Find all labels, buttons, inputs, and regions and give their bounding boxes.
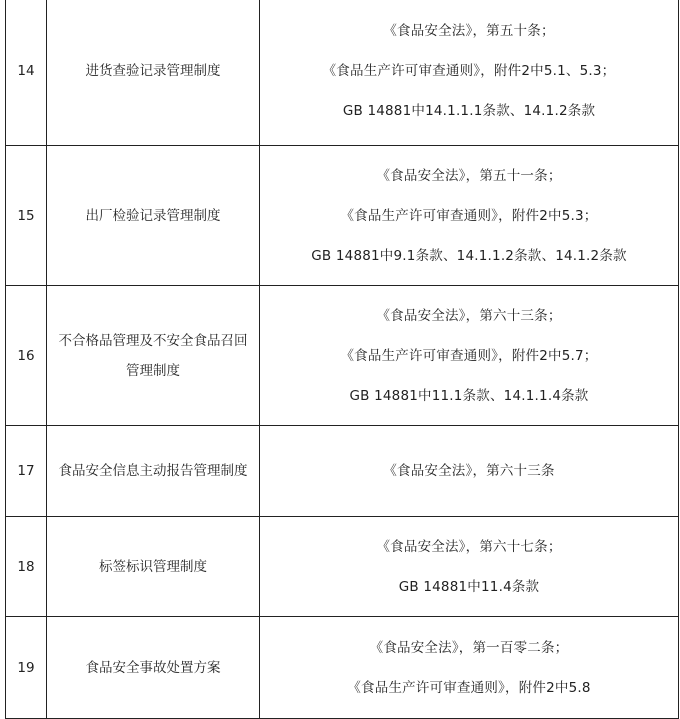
system-name-cell: [47, 146, 260, 286]
row-number: 15: [6, 146, 47, 286]
table-row: [6, 617, 679, 719]
table-row: [6, 426, 679, 517]
legal-basis-line: 《食品生产许可审查通则》，附件2中5.1、5.3；: [322, 63, 616, 79]
system-name-cell: [47, 426, 260, 517]
table-row: [6, 286, 679, 426]
legal-basis-line: 《食品安全法》，第六十七条；: [376, 538, 562, 555]
legal-basis-line: 《食品安全法》，第五十条；: [383, 23, 555, 39]
legal-basis-cell: [260, 0, 679, 146]
legal-basis-line: 《食品生产许可审查通则》，附件2中5.3；: [340, 207, 598, 224]
legal-basis-cell: [260, 426, 679, 517]
system-name-cell: [47, 517, 260, 617]
legal-basis-line: GB 14881中9.1条款、14.1.1.2条款、14.1.2条款: [311, 247, 627, 264]
legal-basis-cell: [260, 286, 679, 426]
legal-basis-cell: [260, 517, 679, 617]
legal-basis-line: 《食品生产许可审查通则》，附件2中5.8: [347, 679, 591, 696]
table-row: [6, 517, 679, 617]
system-name-cell: [47, 617, 260, 719]
system-name-cell: [47, 0, 260, 146]
system-name: 进货查验记录管理制度: [85, 63, 221, 79]
row-number: 16: [6, 286, 47, 426]
row-number: 19: [6, 617, 47, 719]
system-name: 食品安全事故处置方案: [85, 659, 221, 676]
legal-basis-line: GB 14881中11.4条款: [398, 578, 540, 595]
system-name: 出厂检验记录管理制度: [85, 207, 221, 224]
system-name: 标签标识管理制度: [99, 558, 207, 575]
legal-basis-line: 《食品安全法》，第六十三条: [383, 463, 555, 479]
regulation-table: [5, 0, 679, 719]
table-body: [6, 0, 679, 719]
row-number: 14: [6, 0, 47, 146]
table-row: [6, 146, 679, 286]
system-name: 食品安全信息主动报告管理制度: [58, 463, 248, 479]
legal-basis-line: GB 14881中14.1.1.1条款、14.1.2条款: [342, 103, 596, 119]
row-number: 17: [6, 426, 47, 517]
legal-basis-cell: [260, 146, 679, 286]
legal-basis-line: GB 14881中11.1条款、14.1.1.4条款: [349, 387, 589, 404]
legal-basis-cell: [260, 617, 679, 719]
system-name-cell: [47, 286, 260, 426]
legal-basis-line: 《食品安全法》，第五十一条；: [376, 167, 562, 184]
system-name: 不合格品管理及不安全食品召回管理制度: [58, 332, 248, 379]
legal-basis-line: 《食品安全法》，第一百零二条；: [369, 639, 569, 656]
table-row: [6, 0, 679, 146]
row-number: 18: [6, 517, 47, 617]
legal-basis-line: 《食品生产许可审查通则》，附件2中5.7；: [340, 347, 598, 364]
legal-basis-line: 《食品安全法》，第六十三条；: [376, 307, 562, 324]
